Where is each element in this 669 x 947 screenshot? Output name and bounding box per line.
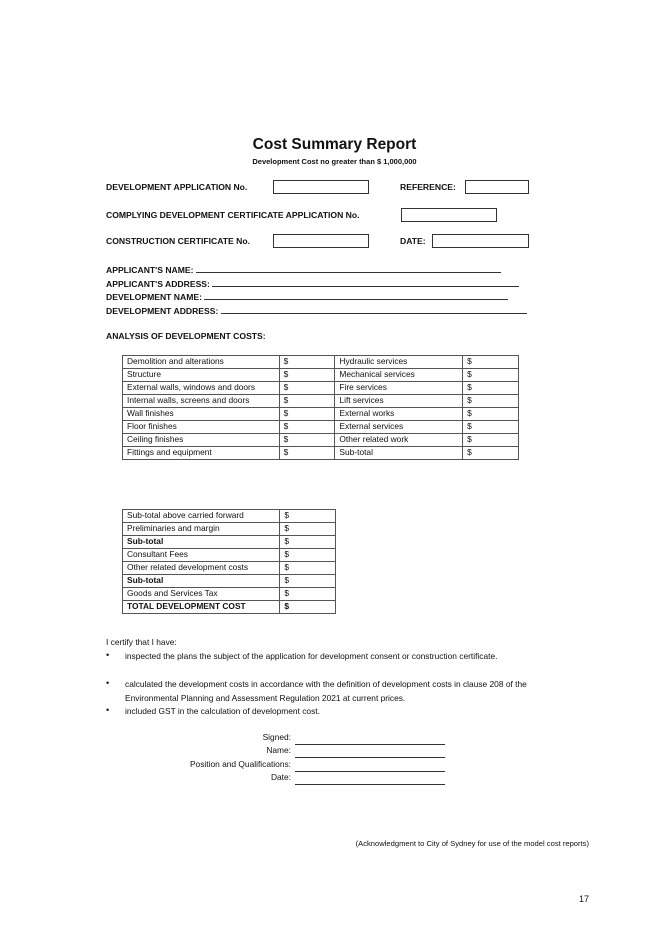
summary-item-value[interactable]: $ (280, 523, 336, 536)
cost-table-main (122, 355, 519, 460)
summary-item-label: Sub-total (123, 536, 280, 549)
table-row (123, 395, 519, 408)
name-label: Name: (266, 745, 291, 755)
summary-item-value[interactable]: $ (280, 549, 336, 562)
table-row (123, 382, 519, 395)
cost-item-label: Sub-total (335, 447, 463, 460)
signed-label: Signed: (262, 732, 291, 742)
cost-item-label: External walls, windows and doors (123, 382, 280, 395)
total-development-cost-value[interactable]: $ (280, 601, 336, 614)
applicant-address-row (106, 277, 519, 289)
development-address-line[interactable] (221, 304, 527, 314)
table-row (123, 536, 336, 549)
cdc-label: COMPLYING DEVELOPMENT CERTIFICATE APPLICATION No. (106, 210, 360, 220)
certify-bullet-3: included GST in the calculation of development cost. (125, 706, 320, 716)
bullet-icon: • (106, 650, 110, 660)
development-name-row (106, 290, 508, 302)
sign-date-line[interactable] (292, 772, 445, 790)
date-field[interactable] (432, 234, 529, 248)
development-address-label: DEVELOPMENT ADDRESS: (106, 306, 219, 316)
cost-item-value[interactable]: $ (279, 447, 335, 460)
position-label: Position and Qualifications: (189, 759, 291, 769)
page-title: Cost Summary Report (252, 136, 417, 153)
table-row (123, 369, 519, 382)
development-name-label: DEVELOPMENT NAME: (106, 292, 202, 302)
applicant-address-line[interactable] (212, 277, 519, 287)
page-number: 17 (578, 894, 589, 904)
cost-item-value[interactable]: $ (279, 382, 335, 395)
table-row (123, 434, 519, 447)
cost-item-label: Wall finishes (123, 408, 280, 421)
acknowledgment-note: (Acknowledgment to City of Sydney for use of the model cost reports) (355, 839, 589, 848)
date-label: DATE: (400, 236, 426, 246)
bullet-icon: • (106, 705, 110, 715)
cost-item-value[interactable]: $ (463, 408, 519, 421)
reference-label: REFERENCE: (400, 182, 456, 192)
cost-item-value[interactable]: $ (463, 369, 519, 382)
summary-item-value[interactable]: $ (280, 575, 336, 588)
da-number-field[interactable] (273, 180, 369, 194)
cost-item-label: Lift services (335, 395, 463, 408)
cost-item-value[interactable]: $ (279, 356, 335, 369)
cost-item-value[interactable]: $ (463, 421, 519, 434)
cost-item-value[interactable]: $ (463, 395, 519, 408)
applicant-name-label: APPLICANT'S NAME: (106, 265, 194, 275)
summary-item-value[interactable]: $ (280, 510, 336, 523)
cost-item-label: Fire services (335, 382, 463, 395)
summary-item-value[interactable]: $ (280, 562, 336, 575)
cost-item-label: Hydraulic services (335, 356, 463, 369)
applicant-address-label: APPLICANT'S ADDRESS: (106, 279, 210, 289)
certify-bullet-2: calculated the development costs in accordance with the definition of development costs in clause 208 of the Environmental Planning and Assessment Regulation 2021 at current prices. (125, 679, 527, 703)
cost-item-value[interactable]: $ (279, 408, 335, 421)
analysis-heading: ANALYSIS OF DEVELOPMENT COSTS: (106, 331, 266, 341)
summary-item-value[interactable]: $ (280, 536, 336, 549)
cost-item-label: Fittings and equipment (123, 447, 280, 460)
cost-item-value[interactable]: $ (463, 356, 519, 369)
cost-item-label: Floor finishes (123, 421, 280, 434)
development-address-row (106, 304, 527, 316)
cc-number-field[interactable] (273, 234, 369, 248)
certify-bullet-1: inspected the plans the subject of the application for development consent or construction certificate. (125, 651, 498, 661)
summary-item-label: Preliminaries and margin (123, 523, 280, 536)
certify-intro: I certify that I have: (106, 637, 177, 647)
applicant-name-row (106, 263, 501, 275)
cost-item-label: Other related work (335, 434, 463, 447)
cost-item-value[interactable]: $ (463, 447, 519, 460)
cost-item-value[interactable]: $ (279, 395, 335, 408)
table-row (123, 447, 519, 460)
cost-item-value[interactable]: $ (279, 369, 335, 382)
cost-item-label: External works (335, 408, 463, 421)
page-subtitle: Development Cost no greater than $ 1,000,000 (252, 157, 417, 166)
summary-item-label: Other related development costs (123, 562, 280, 575)
cost-item-label: Demolition and alterations (123, 356, 280, 369)
cost-item-label: Mechanical services (335, 369, 463, 382)
table-row (123, 408, 519, 421)
cdc-number-field[interactable] (401, 208, 497, 222)
table-row (123, 421, 519, 434)
cost-item-label: Internal walls, screens and doors (123, 395, 280, 408)
summary-item-label: Sub-total above carried forward (123, 510, 280, 523)
summary-item-label: Sub-total (123, 575, 280, 588)
cost-table-summary (122, 509, 336, 614)
total-development-cost-label: TOTAL DEVELOPMENT COST (123, 601, 280, 614)
table-row (123, 575, 336, 588)
summary-item-label: Consultant Fees (123, 549, 280, 562)
da-label: DEVELOPMENT APPLICATION No. (106, 182, 248, 192)
table-row (123, 356, 519, 369)
table-row (123, 523, 336, 536)
cost-item-label: Ceiling finishes (123, 434, 280, 447)
sign-date-label: Date: (270, 772, 291, 782)
cost-item-label: External services (335, 421, 463, 434)
reference-field[interactable] (465, 180, 529, 194)
bullet-icon: • (106, 678, 110, 688)
cost-item-value[interactable]: $ (279, 434, 335, 447)
table-row (123, 549, 336, 562)
applicant-name-line[interactable] (196, 263, 501, 273)
summary-item-value[interactable]: $ (280, 588, 336, 601)
table-row (123, 588, 336, 601)
cost-item-label: Structure (123, 369, 280, 382)
development-name-line[interactable] (204, 290, 508, 300)
cost-item-value[interactable]: $ (463, 434, 519, 447)
table-row (123, 601, 336, 614)
cc-label: CONSTRUCTION CERTIFICATE No. (106, 236, 251, 246)
cost-item-value[interactable]: $ (279, 421, 335, 434)
cost-item-value[interactable]: $ (463, 382, 519, 395)
summary-item-label: Goods and Services Tax (123, 588, 280, 601)
table-row (123, 510, 336, 523)
table-row (123, 562, 336, 575)
